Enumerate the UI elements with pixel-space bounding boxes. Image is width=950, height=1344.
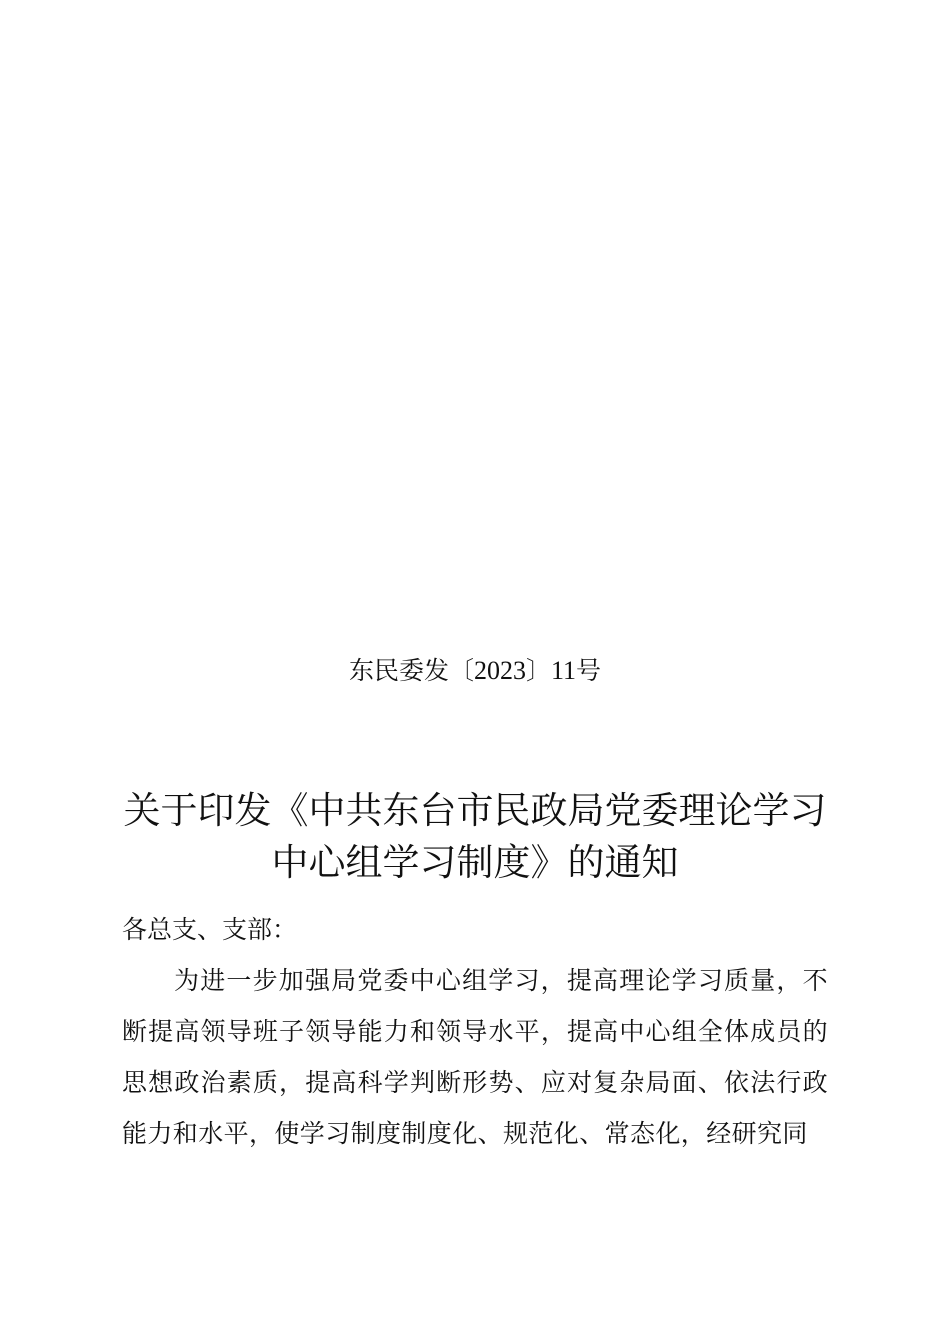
doc-number-year: 2023 — [473, 656, 526, 685]
doc-number-prefix: 东民委发〔 — [348, 656, 474, 685]
doc-number-seq: 11 — [550, 656, 577, 685]
doc-number-mid: 〕 — [525, 656, 551, 685]
doc-number-suffix: 号 — [576, 656, 602, 685]
document-number — [0, 655, 950, 687]
salutation: 各总支、支部： — [122, 915, 298, 944]
document-title: 关于印发《中共东台市民政局党委理论学习中心组学习制度》的通知 — [123, 789, 827, 884]
body-paragraph: 为进一步加强局党委中心组学习，提高理论学习质量，不断提高领导班子领导能力和领导水平，提高中心组全体成员的思想政治素质，提高科学判断形势、应对复杂局面、依法行政能力和水平，使学习制度制度化、规范化、常态化，经研究同 — [122, 966, 828, 1148]
